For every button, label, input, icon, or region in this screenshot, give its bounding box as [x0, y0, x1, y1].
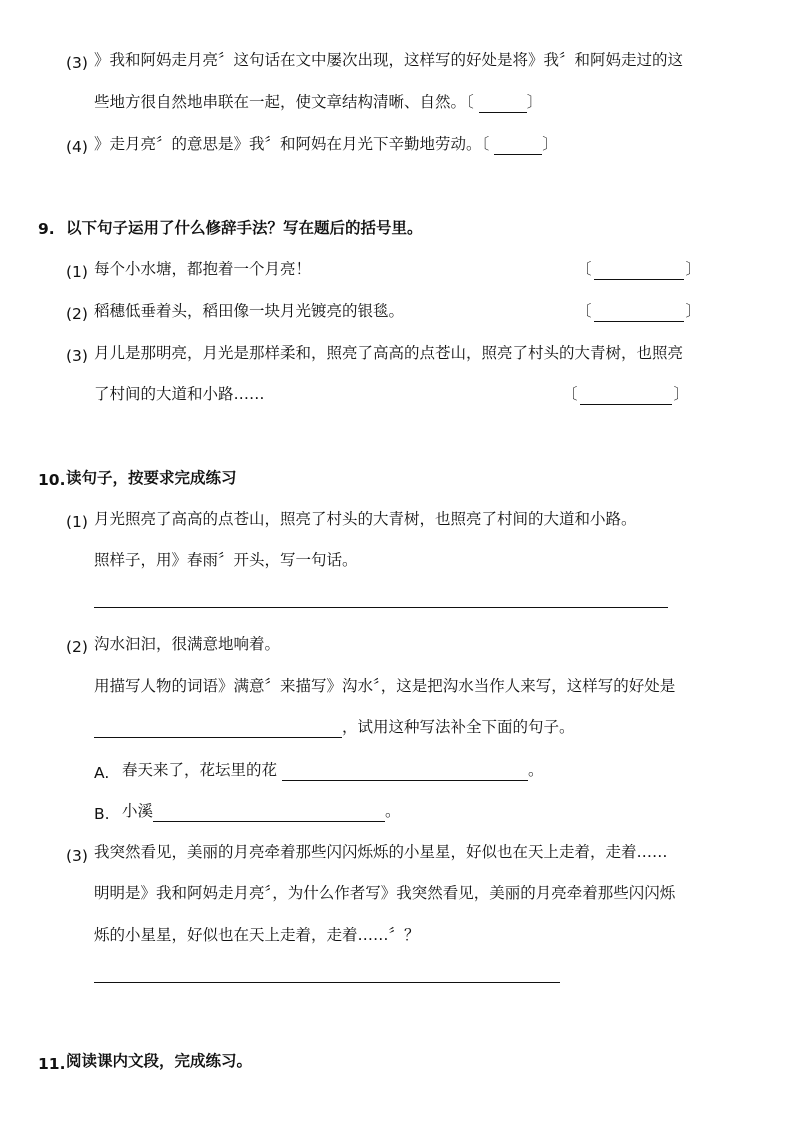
q11-title: 阅读课内文段，完成练习。 [66, 1052, 253, 1070]
q8-item3-line2-text: 些地方很自然地串联在一起，使文章结构清晰、自然。〔 [94, 93, 474, 111]
q10-item2-b-period: 。 [385, 802, 401, 820]
q10-item1-line2: 照样子，用》春雨〞开头，写一句话。 [94, 551, 358, 569]
q10-item2-line3 [94, 716, 575, 738]
q8-item4-answer-blank[interactable] [494, 140, 542, 155]
q9-item2-close: 〕 [685, 302, 702, 320]
q9-item3-number: (3) [66, 347, 88, 365]
q8-item3-close-bracket: 〕 [526, 93, 543, 111]
q9-item3-close: 〕 [673, 385, 690, 403]
q10-item2-b-blank[interactable] [153, 807, 385, 822]
q9-item3-bracket [562, 383, 689, 405]
q9-item2-bracket [576, 300, 701, 322]
q10-item3-line1: 我突然看见，美丽的月亮牵着那些闪闪烁烁的小星星，好似也在天上走着，走着…… [94, 843, 668, 861]
q10-item2-benefit-blank[interactable] [94, 723, 342, 738]
q10-item2-b-line [122, 800, 401, 822]
q10-item3-answer-line[interactable] [94, 982, 560, 983]
q9-item2-number: (2) [66, 305, 88, 323]
q10-item2-a-line [122, 759, 543, 781]
q10-item2-a-blank[interactable] [282, 766, 528, 781]
q9-item1-open: 〔 [576, 260, 592, 278]
q10-item2-number: (2) [66, 638, 88, 656]
q10-item3-line3: 烁的小星星，好似也在天上走着，走着……〞？ [94, 926, 420, 944]
q9-item1-answer-blank[interactable] [594, 265, 684, 280]
q10-item3-line2: 明明是》我和阿妈走月亮〞，为什么作者写》我突然看见，美丽的月亮牵着那些闪闪烁 [94, 884, 676, 902]
q9-item3-open: 〔 [562, 385, 578, 403]
q10-item2-b-text: 小溪 [122, 802, 154, 820]
q10-item1-answer-line[interactable] [94, 607, 668, 608]
q10-item2-a-period: 。 [527, 761, 544, 779]
q10-item2-a-text: 春天来了，花坛里的花 [122, 761, 278, 779]
q10-title: 读句子，按要求完成练习 [66, 469, 237, 487]
q9-item1-text: 每个小水塘，都抱着一个月亮！ [94, 260, 312, 278]
q10-item2-line3-text: ，试用这种写法补全下面的句子。 [342, 718, 575, 736]
q9-item1-bracket [576, 258, 701, 280]
q10-item3-number: (3) [66, 847, 88, 865]
q9-item3-answer-blank[interactable] [580, 390, 672, 405]
q8-item4-line1 [94, 133, 558, 155]
q9-item1-number: (1) [66, 263, 88, 281]
q8-item4-line1-text: 》走月亮〞的意思是》我〞和阿妈在月光下辛勤地劳动。〔 [94, 135, 490, 153]
q9-item2-answer-blank[interactable] [594, 307, 684, 322]
q9-title: 以下句子运用了什么修辞手法？写在题后的括号里。 [66, 219, 423, 237]
q11-number: 11. [38, 1055, 66, 1073]
q10-item1-line1: 月光照亮了高高的点苍山，照亮了村头的大青树，也照亮了村间的大道和小路。 [94, 510, 637, 528]
q8-item4-close-bracket: 〕 [542, 135, 558, 153]
q10-item2-line2: 用描写人物的词语》满意〞来描写》沟水〞，这是把沟水当作人来写，这样写的好处是 [94, 677, 676, 695]
q10-item2-line1: 沟水汩汩，很满意地响着。 [94, 635, 281, 653]
q10-item2-b-label: B. [94, 805, 110, 823]
q9-item3-line2: 了村间的大道和小路…… [94, 385, 265, 403]
q9-item2-text: 稻穗低垂着头，稻田像一块月光镀亮的银毯。 [94, 302, 405, 320]
q8-item3-number: (3) [66, 54, 88, 72]
q10-item1-number: (1) [66, 513, 88, 531]
q9-item2-open: 〔 [576, 302, 592, 320]
q8-item4-number: (4) [66, 138, 88, 156]
q10-number: 10. [38, 471, 66, 489]
q8-item3-answer-blank[interactable] [479, 98, 527, 113]
q10-item2-a-label: A. [94, 764, 110, 782]
q8-item3-line1: 》我和阿妈走月亮〞这句话在文中屡次出现，这样写的好处是将》我〞和阿妈走过的这 [94, 51, 684, 69]
q9-item3-line1: 月儿是那明亮，月光是那样柔和，照亮了高高的点苍山，照亮了村头的大青树，也照亮 [94, 344, 684, 362]
q9-number: 9. [38, 220, 55, 238]
q9-item1-close: 〕 [685, 260, 702, 278]
q8-item3-line2 [94, 91, 542, 113]
